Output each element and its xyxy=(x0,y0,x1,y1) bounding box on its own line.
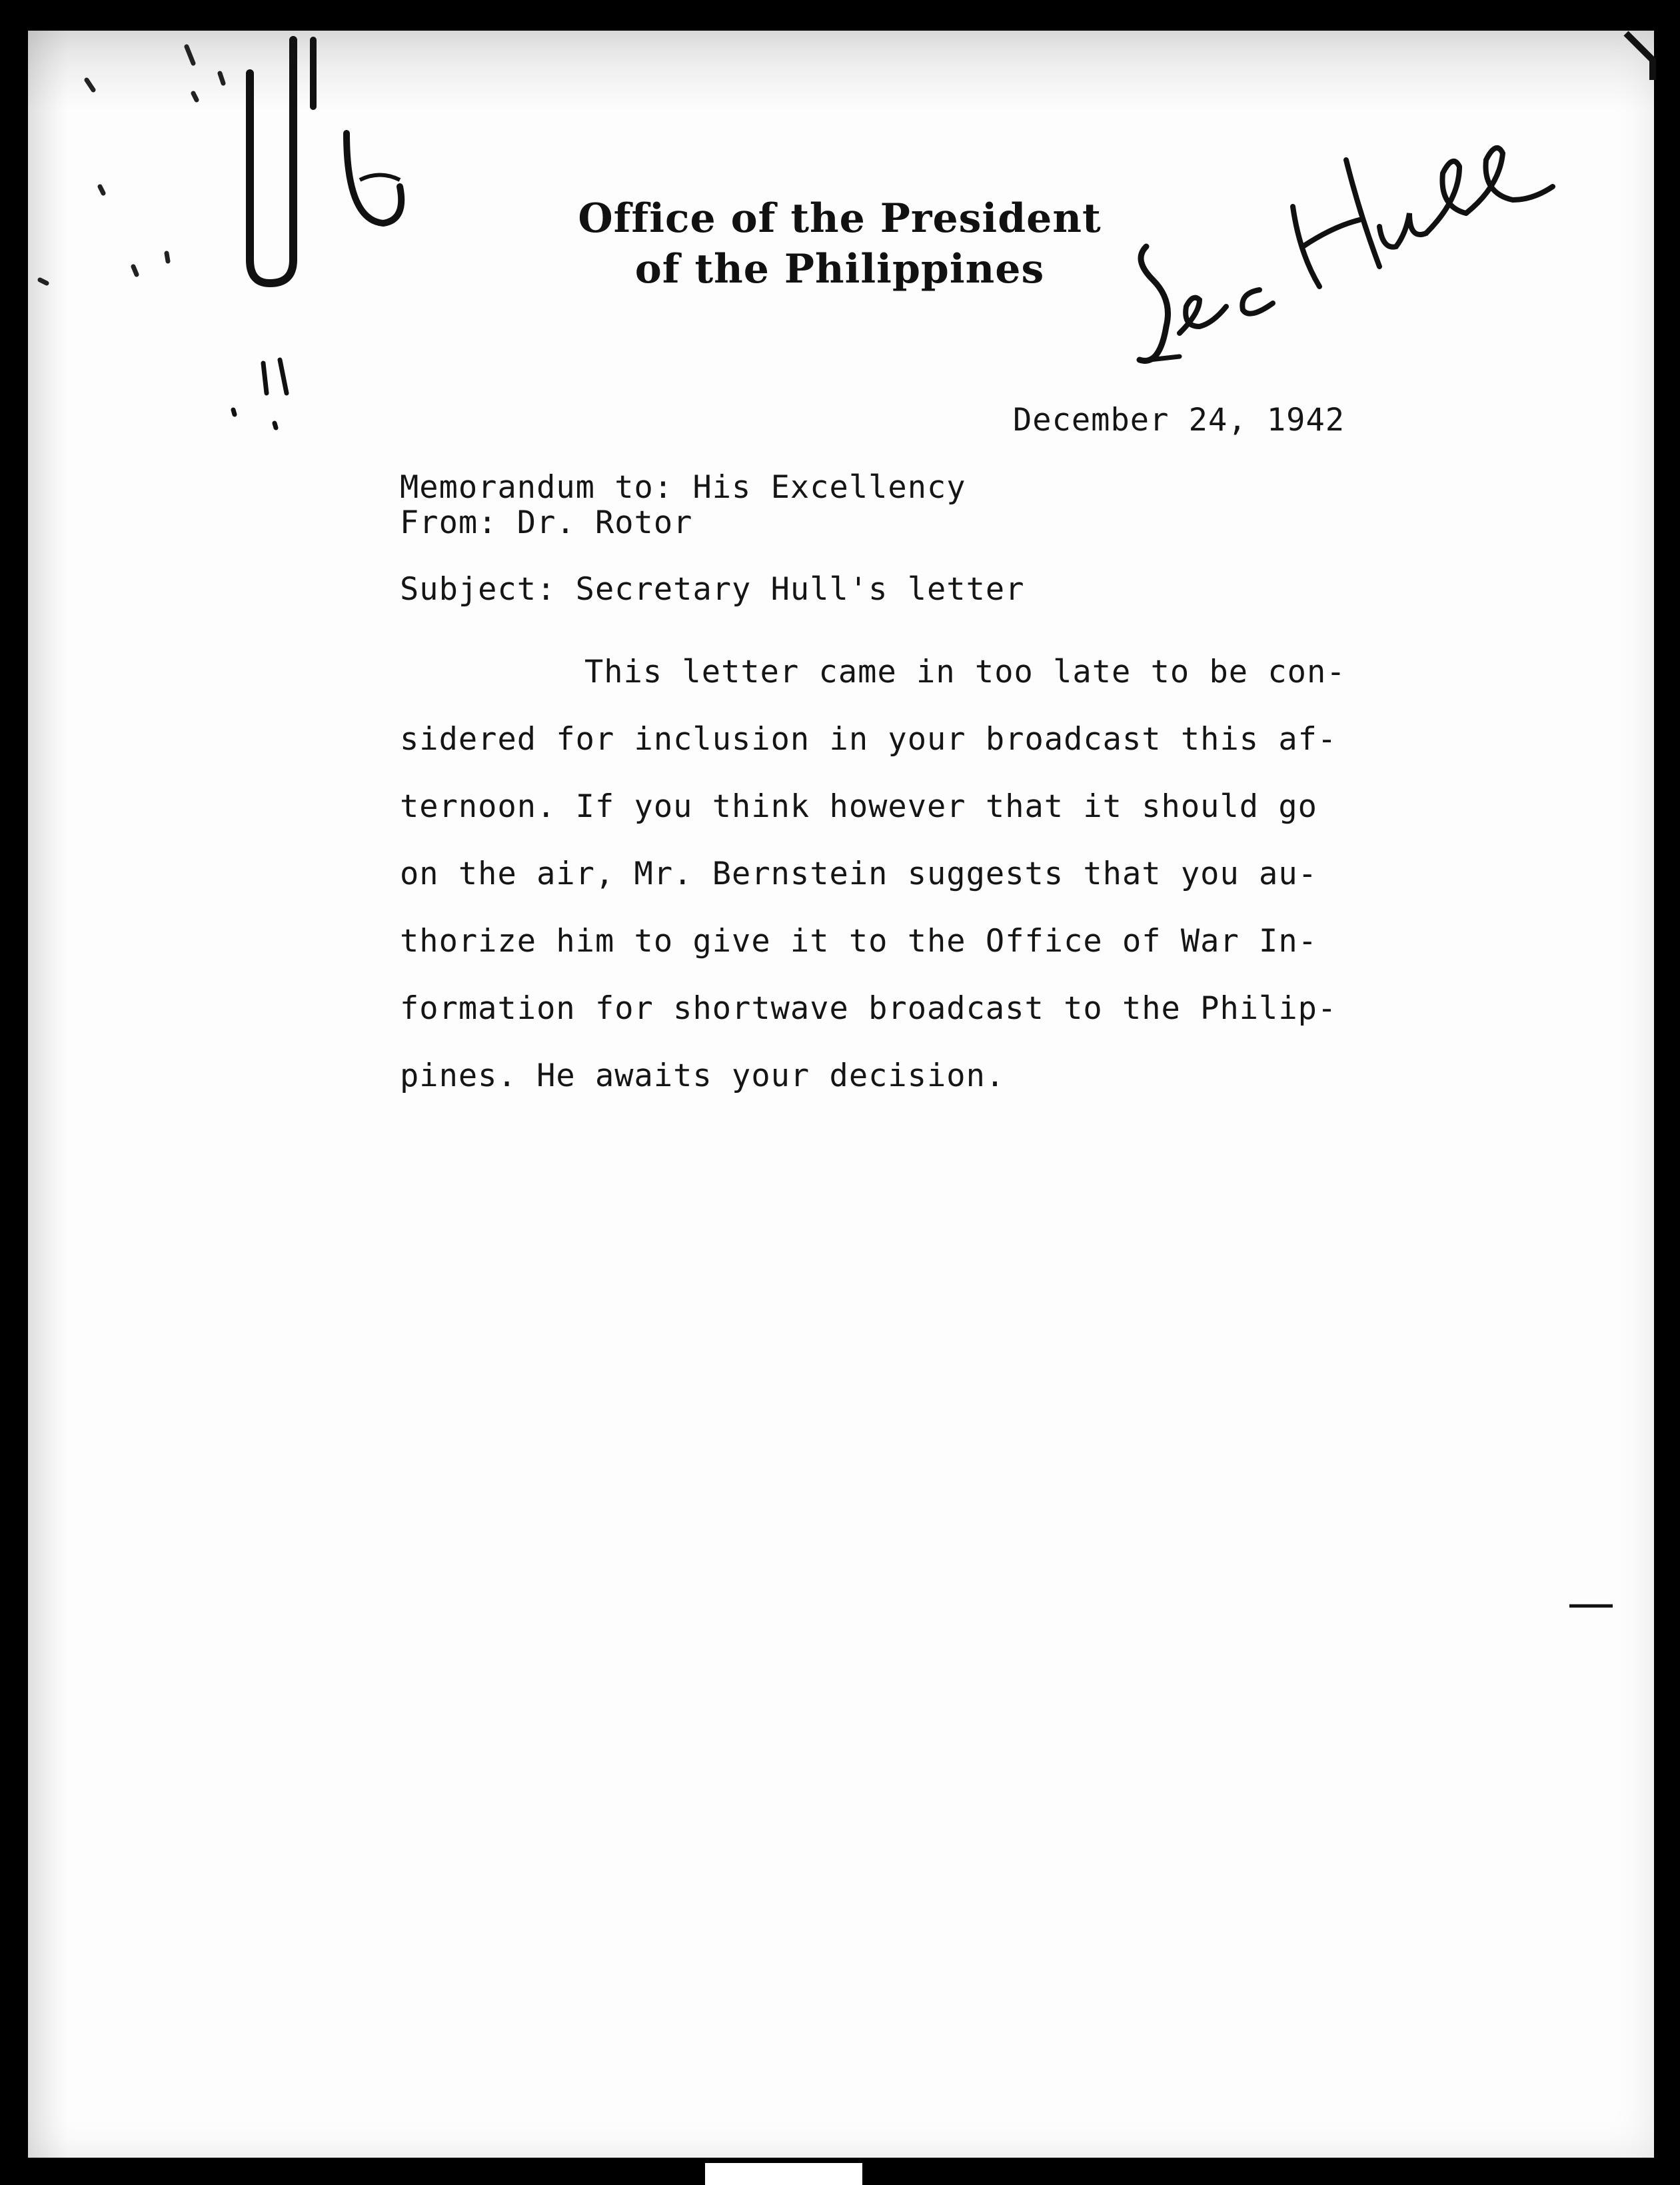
body-line: thorize him to give it to the Office of War In- xyxy=(400,923,1317,960)
body-line: ternoon. If you think however that it should go xyxy=(400,788,1317,825)
scan-label-tab xyxy=(705,2163,862,2185)
body-line: pines. He awaits your decision. xyxy=(400,1058,1006,1094)
memo-subject-line: Subject: Secretary Hull's letter xyxy=(400,571,1025,608)
memo-date: December 24, 1942 xyxy=(1013,402,1345,438)
body-line: This letter came in too late to be con- xyxy=(584,654,1346,690)
body-line: on the air, Mr. Bernstein suggests that you au- xyxy=(400,856,1317,892)
handwritten-note-sec-hull xyxy=(1126,133,1559,386)
letterhead-line-1: Office of the President xyxy=(578,195,1102,242)
letterhead-line-2: of the Philippines xyxy=(634,246,1045,293)
memo-from-line: From: Dr. Rotor xyxy=(400,504,693,541)
memo-to-line: Memorandum to: His Excellency xyxy=(400,469,966,506)
body-line: formation for shortwave broadcast to the Philip- xyxy=(400,990,1337,1027)
body-line: sidered for inclusion in your broadcast this af- xyxy=(400,721,1337,758)
memo-body xyxy=(400,638,1399,1109)
letterhead xyxy=(506,193,1173,295)
